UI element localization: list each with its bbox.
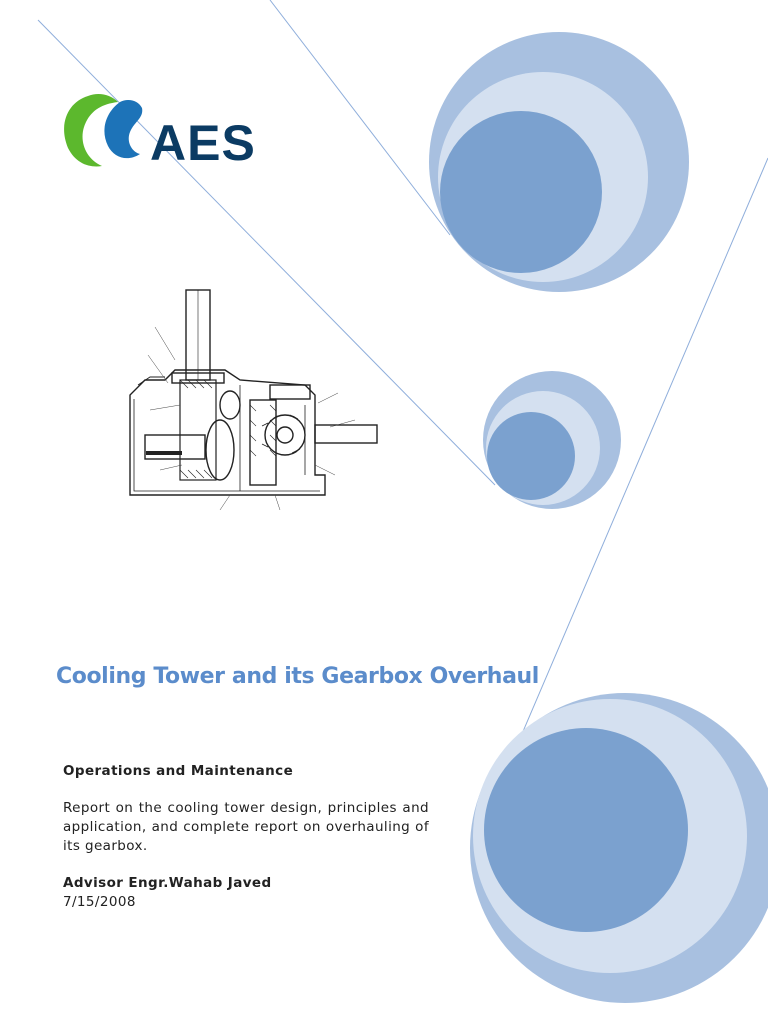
circle-group-bottom: [470, 693, 768, 1003]
abstract: Report on the cooling tower design, principles and application, and complete report on overhauling of its gearbox.: [63, 800, 429, 854]
logo-text: AES: [150, 115, 256, 171]
advisor: Advisor Engr.Wahab Javed: [63, 875, 272, 891]
circle-group-top: [429, 32, 689, 292]
page-title: Cooling Tower and its Gearbox Overhaul: [56, 664, 539, 689]
gearbox-diagram: [120, 285, 385, 515]
circle-group-middle: [483, 371, 621, 509]
blue-drop-icon: [104, 100, 142, 158]
diagonal-line: [270, 0, 450, 235]
cover-details: [63, 762, 429, 912]
date: 7/15/2008: [63, 894, 136, 910]
subtitle: Operations and Maintenance: [63, 763, 294, 779]
